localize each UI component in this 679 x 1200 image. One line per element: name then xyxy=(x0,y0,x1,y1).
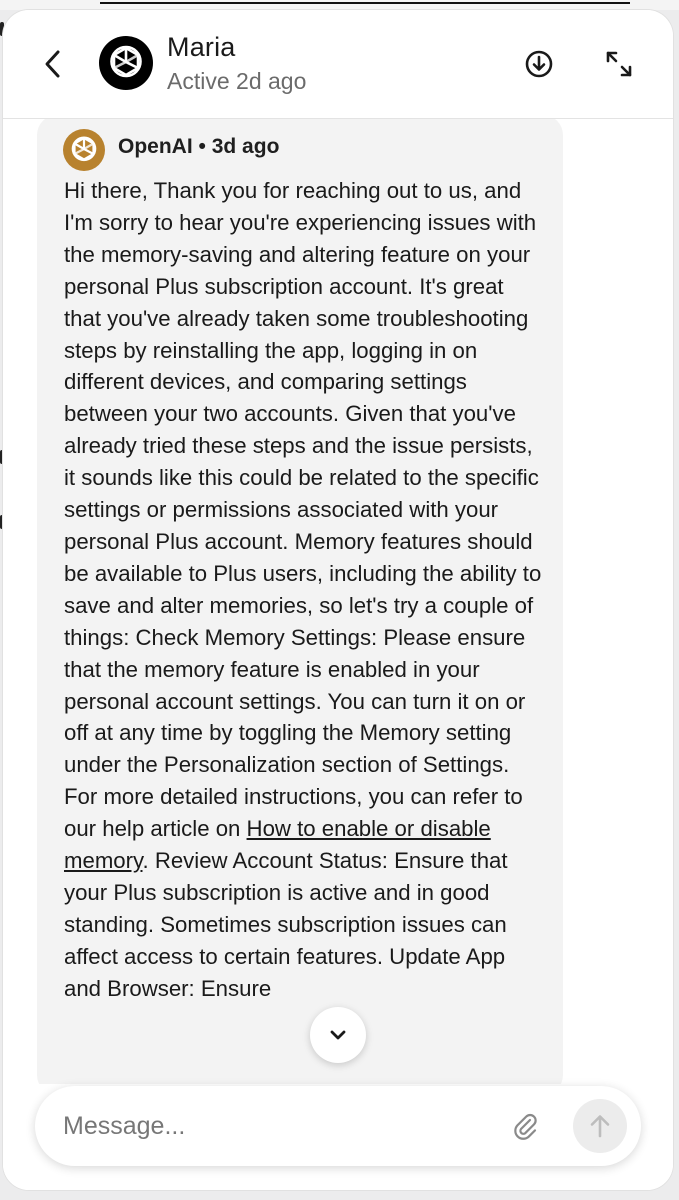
chevron-down-icon xyxy=(326,1023,350,1047)
message-time: 3d ago xyxy=(211,135,280,158)
meta-separator: • xyxy=(198,135,206,158)
message-input[interactable] xyxy=(63,1104,483,1148)
sender-name: OpenAI xyxy=(118,135,193,158)
sender-avatar xyxy=(63,129,105,171)
contact-name: Maria xyxy=(167,32,236,62)
attach-button[interactable] xyxy=(509,1110,541,1142)
chat-header xyxy=(3,10,673,119)
message-text-part-1: Hi there, Thank you for reaching out to us, and I'm sorry to hear you're experiencing issues with the memory-saving and altering feature on your personal Plus subscription account. It's great that you've already taken some troubleshooting steps by reinstalling the app, logging in on different devices, and comparing settings between your two accounts. Given that you've already tried these steps and the issue persists, it sounds like this could be related to the specific settings or permissions associated with your personal Plus account. Memory features should be available to Plus users, including the ability to save and alter memories, so let's try a couple of things: Check Memory Settings: Please ensure that the memory feature is enabled in your personal account settings. You can turn it on or off at any time by toggling the Memory setting under the Personalization section of Settings. For more detailed instructions, you can refer to our help article on xyxy=(64,178,542,842)
back-button[interactable] xyxy=(39,46,69,82)
contact-status: Active 2d ago xyxy=(167,68,307,94)
message-list[interactable] xyxy=(3,119,673,1190)
chat-panel xyxy=(3,10,673,1190)
openai-logo-icon xyxy=(99,36,153,90)
scroll-to-bottom-button[interactable] xyxy=(310,1007,366,1063)
message-meta xyxy=(118,135,279,159)
download-circle-icon xyxy=(523,48,555,80)
message-text xyxy=(64,175,544,1005)
expand-icon xyxy=(603,48,635,80)
send-button[interactable] xyxy=(573,1099,627,1153)
background-window-strip xyxy=(0,0,679,10)
expand-button[interactable] xyxy=(603,48,635,80)
paperclip-icon xyxy=(509,1110,541,1142)
message-text-part-2: . Review Account Status: Ensure that your Plus subscription is active and in good standing. Sometimes subscription issues can affect access to certain features. Update App and Browser: Ensure xyxy=(64,848,508,1001)
message-composer xyxy=(35,1086,641,1166)
contact-avatar[interactable] xyxy=(99,36,153,90)
message-bubble xyxy=(37,119,563,1095)
download-button[interactable] xyxy=(523,48,555,80)
arrow-up-icon xyxy=(588,1113,612,1139)
openai-logo-icon xyxy=(63,129,105,171)
help-article-link[interactable]: How to enable or disable memory xyxy=(64,816,491,874)
background-underline xyxy=(100,2,630,4)
chevron-left-icon xyxy=(39,46,69,82)
